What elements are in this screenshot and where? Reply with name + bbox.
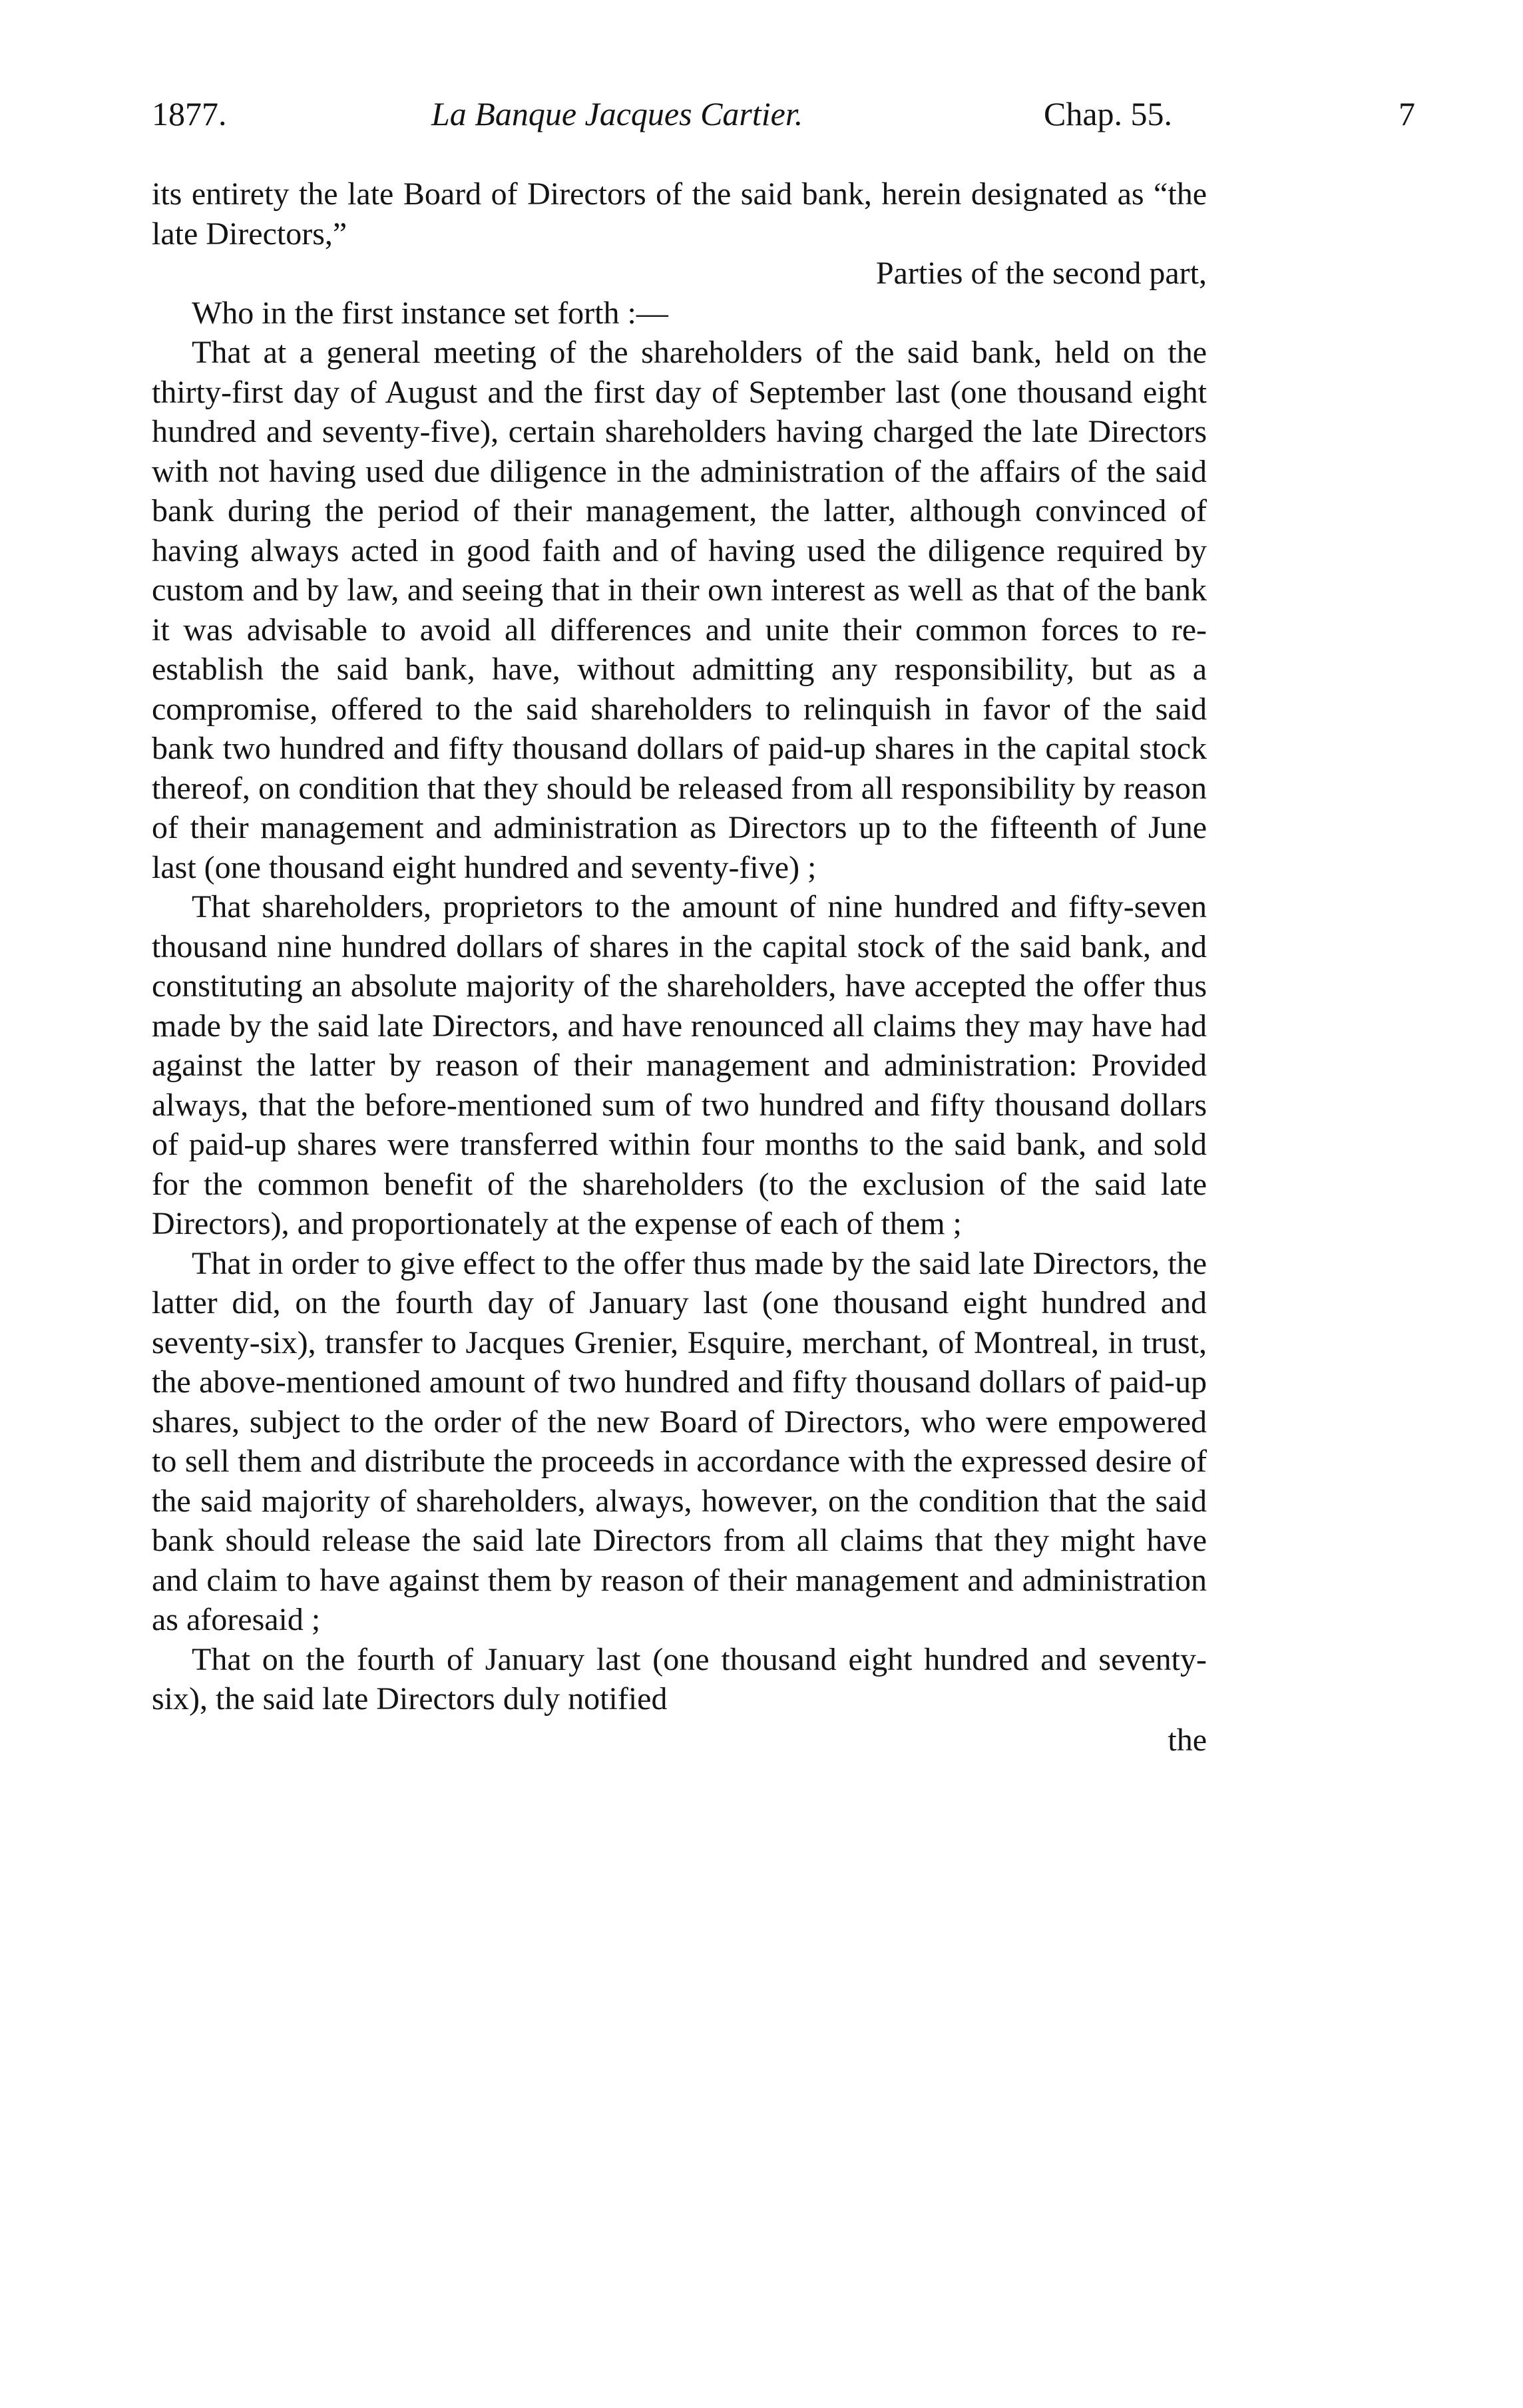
- catchword: the: [1168, 1722, 1207, 1758]
- paragraph-transfer: That in order to give effect to the offer thus made by the said late Directors, the latter did, on the fourth day of January last (one thousand eight hundred and seventy-six), transfer to Jacques Grenier, Esquire, merchant, of Montreal, in trust, the above-mentioned amount of two hundred and fifty thousand dollars of paid-up shares, subject to the order of the new Board of Directors, who were empowered to sell them and distribute the proceeds in accordance with the expressed desire of the said majority of shareholders, always, however, on the condition that the said bank should release the said late Directors from all claims that they might have and claim to have against them by reason of their management and administration as aforesaid ;: [152, 1245, 1207, 1637]
- parties-line: Parties of the second part,: [875, 256, 1207, 291]
- page-number: 7: [1399, 95, 1415, 132]
- paragraph-shareholders: That shareholders, proprietors to the amount of nine hundred and fifty-seven thousand nine hundred dollars of shares in the capital stock of the said bank, and constituting an absolute majority of the shareholders, have accepted the offer thus made by the said late Directors, and have renounced all claims they may have had against the latter by reason of their management and administration: Provided always, that the before-mentioned sum of two hundred and fifty thousand dollars of paid-up shares were transferred within four months to the said bank, and sold for the common benefit of the shareholders (to the exclusion of the said late Directors), and proportionately at the expense of each of them ;: [152, 889, 1207, 1241]
- header-chapter: Chap. 55.: [1044, 95, 1173, 132]
- paragraph-general-meeting: That at a general meeting of the shareholders of the said bank, held on the thirty-first day of August and the first day of September last (one thousand eight hundred and seventy-five), certain shareholders having charged the late Directors with not having used due diligence in the administration of the affairs of the said bank during the period of their management, the latter, although convinced of having always acted in good faith and of having used the diligence required by custom and by law, and seeing that in their own interest as well as that of the bank it was advisable to avoid all differences and unite their common forces to re-establish the said bank, have, without admitting any responsibility, but as a compromise, offered to the said shareholders to relinquish in favor of the said bank two hundred and fifty thousand dollars of paid-up shares in the capital stock thereof, on condition that they should be released from all responsibility by reason of their management and administration as Directors up to the fifteenth of June last (one thousand eight hundred and seventy-five) ;: [152, 335, 1207, 885]
- paragraph-preamble: Who in the first instance set forth :—: [192, 295, 668, 331]
- body-text: [152, 174, 1207, 1760]
- header-title: La Banque Jacques Cartier.: [431, 95, 803, 132]
- header-year: 1877.: [152, 95, 227, 132]
- paragraph-continuation: its entirety the late Board of Directors of the said bank, herein designated as “the late Directors,”: [152, 176, 1207, 252]
- running-header: [152, 92, 1415, 136]
- paragraph-notification: That on the fourth of January last (one thousand eight hundred and seventy-six), the said late Directors duly notified: [152, 1641, 1207, 1716]
